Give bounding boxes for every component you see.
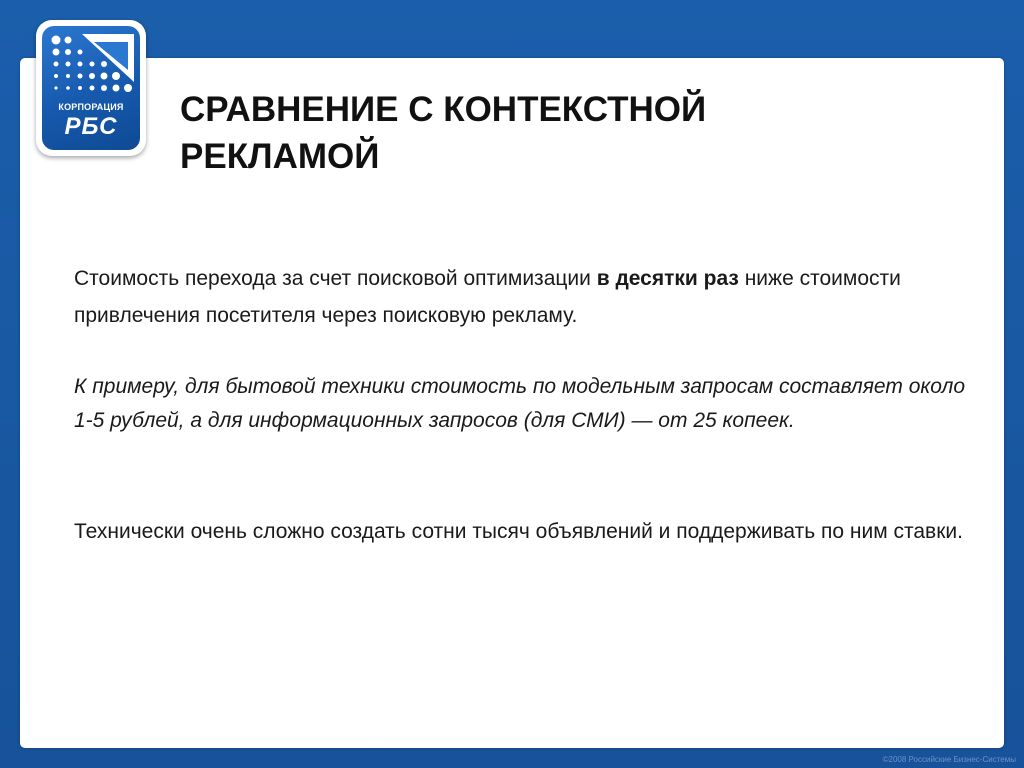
logo-caption-big: РБС bbox=[64, 113, 118, 140]
paragraph-1-start: Стоимость перехода за счет поисковой оптимизации bbox=[74, 267, 597, 290]
paragraph-1-emphasis: в десятки раз bbox=[596, 267, 739, 290]
paragraph-example: К примеру, для бытовой техники стоимость по модельным запросам составляет около 1-5 рублей, а для информационных запросов (для СМИ) — от 25 копеек. bbox=[74, 375, 966, 432]
slide-title-line-1: СРАВНЕНИЕ С КОНТЕКСТНОЙ bbox=[180, 90, 707, 129]
slide-title-line-2: РЕКЛАМОЙ bbox=[180, 137, 380, 176]
paragraph-1-end: ниже стоимости привлечения посетителя через поисковую рекламу. bbox=[74, 267, 901, 327]
paragraph-technical: Технически очень сложно создать сотни тысяч объявлений и поддерживать по ним ставки. bbox=[74, 520, 963, 543]
logo-badge bbox=[42, 26, 140, 150]
footer-copyright: ©2008 Российские Бизнес-Системы bbox=[882, 755, 1016, 764]
logo-caption-small: КОРПОРАЦИЯ bbox=[58, 102, 124, 112]
slide-title bbox=[180, 86, 980, 180]
company-logo bbox=[36, 20, 146, 156]
paragraph-cost-comparison bbox=[74, 260, 974, 334]
